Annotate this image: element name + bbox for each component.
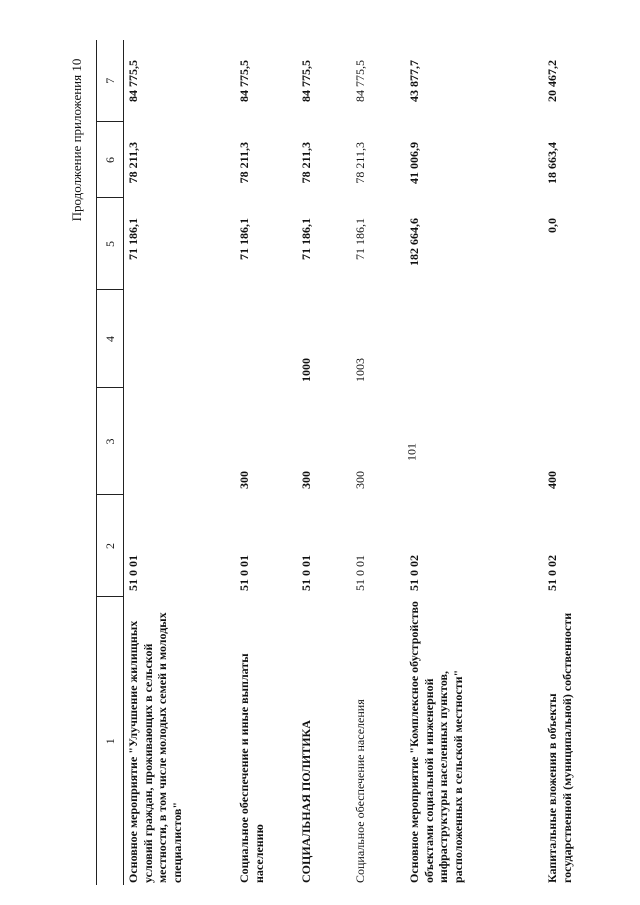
row-name-cell: Социальное обеспечение и иные выплаты населению: [237, 653, 266, 883]
program-code-cell: 51 0 01: [353, 555, 367, 591]
column-header: 3: [97, 388, 124, 495]
budget-table: [96, 40, 613, 885]
row-name-cell: Социальное обеспечение населения: [353, 699, 367, 883]
header-row: [97, 40, 124, 885]
table-row: [351, 40, 405, 885]
program-code-cell: 51 0 01: [237, 555, 251, 591]
rotated-table-wrapper: [96, 40, 621, 885]
row-name-cell: Основное мероприятие "Комплексное обустройство объектами социальной и инженерной инфраструктуры населенных пунктов, расположенных в сельской местности": [407, 601, 465, 883]
amount-cell: 71 186,1: [299, 218, 313, 260]
amount-cell: 71 186,1: [126, 218, 140, 260]
amount-cell: 18 663,4: [545, 142, 559, 184]
row-name-cell: Основное мероприятие "Улучшение жилищных условий граждан, проживающих в сельской местности, в том числе молодых семей и молодых специалистов": [126, 612, 184, 883]
table-row: [124, 40, 236, 885]
table-row: [405, 40, 543, 885]
program-code-cell: 51 0 01: [126, 555, 140, 591]
amount-cell: 78 211,3: [237, 142, 251, 184]
amount-cell: 71 186,1: [237, 218, 251, 260]
section-code-cell: [124, 290, 236, 388]
column-header: 6: [97, 122, 124, 198]
section-code-cell: [235, 290, 297, 388]
program-code-cell: 51 0 02: [407, 555, 421, 591]
amount-cell: 0,0: [545, 218, 559, 233]
column-header: 2: [97, 495, 124, 597]
section-code-cell: 1000: [299, 358, 313, 382]
section-code-cell: 1003: [353, 358, 367, 382]
table-row: [297, 40, 351, 885]
amount-cell: 84 775,5: [237, 60, 251, 102]
amount-cell: 84 775,5: [299, 60, 313, 102]
program-code-cell: 51 0 02: [545, 555, 559, 591]
table-row: [235, 40, 297, 885]
amount-cell: 20 467,2: [545, 60, 559, 102]
amount-cell: 71 186,1: [353, 218, 367, 260]
amount-cell: 182 664,6: [407, 218, 421, 266]
appendix-caption: Продолжение приложения 10: [69, 58, 84, 222]
expense-type-cell: 300: [299, 471, 313, 489]
expense-type-cell: [405, 388, 543, 495]
page-number: 101: [404, 443, 419, 461]
row-name-cell: Капитальные вложения в объекты государственной (муниципальной) собственности: [545, 612, 574, 883]
amount-cell: 41 006,9: [407, 142, 421, 184]
expense-type-cell: [124, 388, 236, 495]
column-header: 7: [97, 40, 124, 122]
program-code-cell: 51 0 01: [299, 555, 313, 591]
amount-cell: 78 211,3: [353, 142, 367, 184]
amount-cell: 84 775,5: [353, 60, 367, 102]
expense-type-cell: 300: [353, 471, 367, 489]
expense-type-cell: 400: [545, 471, 559, 489]
section-code-cell: [543, 290, 613, 388]
section-code-cell: [405, 290, 543, 388]
column-header: 5: [97, 198, 124, 290]
amount-cell: 78 211,3: [126, 142, 140, 184]
amount-cell: 78 211,3: [299, 142, 313, 184]
expense-type-cell: 300: [237, 471, 251, 489]
row-name-cell: СОЦИАЛЬНАЯ ПОЛИТИКА: [299, 720, 313, 883]
amount-cell: 43 877,7: [407, 60, 421, 102]
column-header: 4: [97, 290, 124, 388]
column-header: 1: [97, 597, 124, 885]
amount-cell: 84 775,5: [126, 60, 140, 102]
table-row: [543, 40, 613, 885]
